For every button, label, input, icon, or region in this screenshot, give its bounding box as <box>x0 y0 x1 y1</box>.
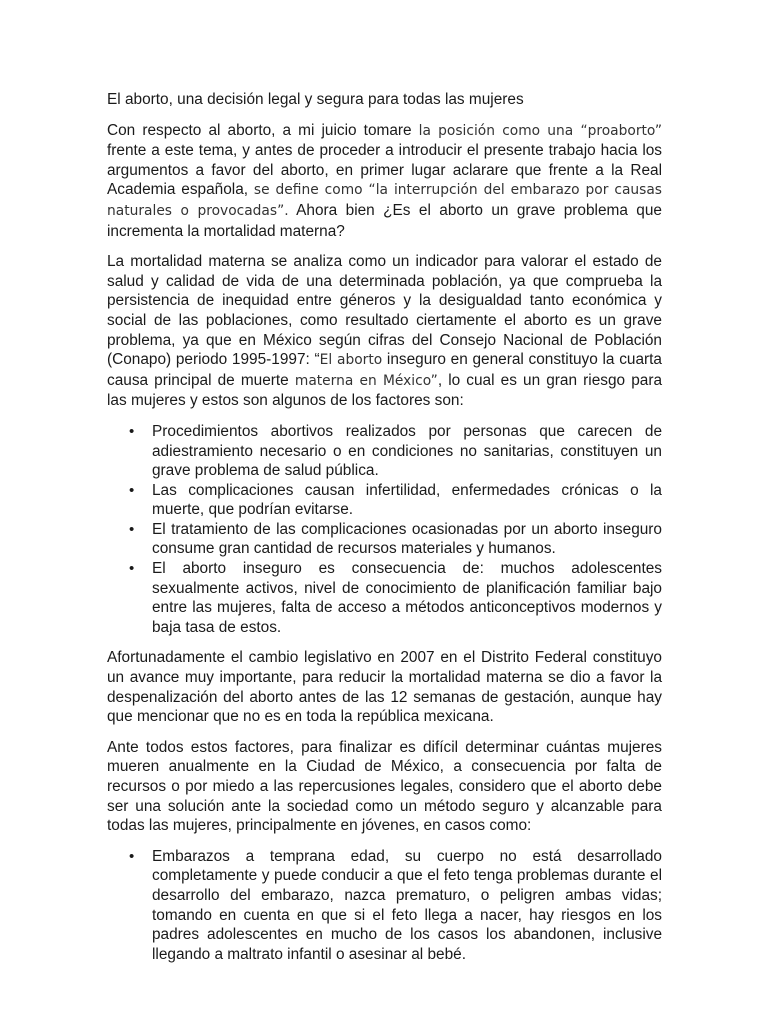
paragraph-mortality-text-a: La mortalidad materna se analiza como un indicador para valorar el estado de salud y calidad de vida de una determinada población, ya que comprueba la persistencia de inequidad entre géneros y la desigualdad tanto económica y social de las poblaciones, como resultado ciertamente el aborto es un grave problema, ya que en México según cifras del Consejo Nacional de Población (Conapo) periodo 1995-1997: “ <box>107 253 662 369</box>
paragraph-intro-text-c: frente a este tema, y antes de proceder a introducir el presente trabajo hacia los argumentos a favor del aborto, en primer lugar aclarare que frente a la Real Academia española, <box>107 142 662 199</box>
quote-rae-definition: se define como “la interrupción del embarazo por causas naturales o provocadas”. <box>107 182 662 219</box>
paragraph-mortality-text-e: , lo cual es un gran riesgo para las mujeres y estos son algunos de los factores son: <box>107 371 662 410</box>
quote-materna-mexico: materna en México” <box>294 372 438 389</box>
paragraph-conclusion: Ante todos estos factores, para finalizar es difícil determinar cuántas mujeres mueren anualmente en la Ciudad de México, a consecuencia por falta de recursos o por miedo a las repercusiones legales, considero que el aborto debe ser una solución ante la sociedad como un método seguro y alcanzable para todas las mujeres, principalmente en jóvenes, en casos como: <box>107 738 662 835</box>
list-item: • Las complicaciones causan infertilidad, enfermedades crónicas o la muerte, que podrían evitarse. <box>129 481 662 519</box>
list-item: • El tratamiento de las complicaciones ocasionadas por un aborto inseguro consume gran cantidad de recursos materiales y humanos. <box>129 520 662 558</box>
bullet-icon: • <box>129 560 135 578</box>
list-item: • El aborto inseguro es consecuencia de: muchos adolescentes sexualmente activos, nivel de conocimiento de planificación familiar bajo entre las mujeres, falta de acceso a métodos anticonceptivos modernos y baja tasa de estos. <box>129 560 662 636</box>
cases-list <box>107 847 662 965</box>
list-item: • Procedimientos abortivos realizados por personas que carecen de adiestramiento necesario o en condiciones no sanitarias, constituyen un grave problema de salud pública. <box>129 422 662 480</box>
bullet-icon: • <box>129 520 135 538</box>
paragraph-mortality <box>107 252 662 411</box>
list-item: • Embarazos a temprana edad, su cuerpo no está desarrollado completamente y puede conducir a que el feto tenga problemas durante el desarrollo del embarazo, nazca prematuro, o peligren ambas vidas; tomando en cuenta en que si el feto llega a nacer, hay riesgos en los padres adolescentes en mucho de los casos los abandonen, inclusive llegando a maltrato infantil o asesinar al bebé. <box>129 847 662 963</box>
quote-aborto: El aborto <box>319 352 383 369</box>
paragraph-intro-text-e: Ahora bien ¿Es el aborto un grave problema que incrementa la mortalidad materna? <box>107 201 662 240</box>
quote-proaborto: la posición como una “proaborto” <box>418 122 662 139</box>
paragraph-legislation: Afortunadamente el cambio legislativo en 2007 en el Distrito Federal constituyo un avance muy importante, para reducir la mortalidad materna se dio a favor la despenalización del aborto antes de las 12 semanas de gestación, aunque hay que mencionar que no es en toda la república mexicana. <box>107 649 662 726</box>
paragraph-mortality-text-c: inseguro en general constituyo la cuarta causa principal de muerte <box>107 351 662 389</box>
paragraph-intro <box>107 121 662 242</box>
bullet-icon: • <box>129 481 135 499</box>
bullet-icon: • <box>129 847 135 865</box>
paragraph-intro-text-a: Con respecto al aborto, a mi juicio tomare <box>107 121 419 139</box>
document-title: El aborto, una decisión legal y segura para todas las mujeres <box>107 91 524 108</box>
bullet-icon: • <box>129 422 135 440</box>
factors-list <box>107 422 662 638</box>
